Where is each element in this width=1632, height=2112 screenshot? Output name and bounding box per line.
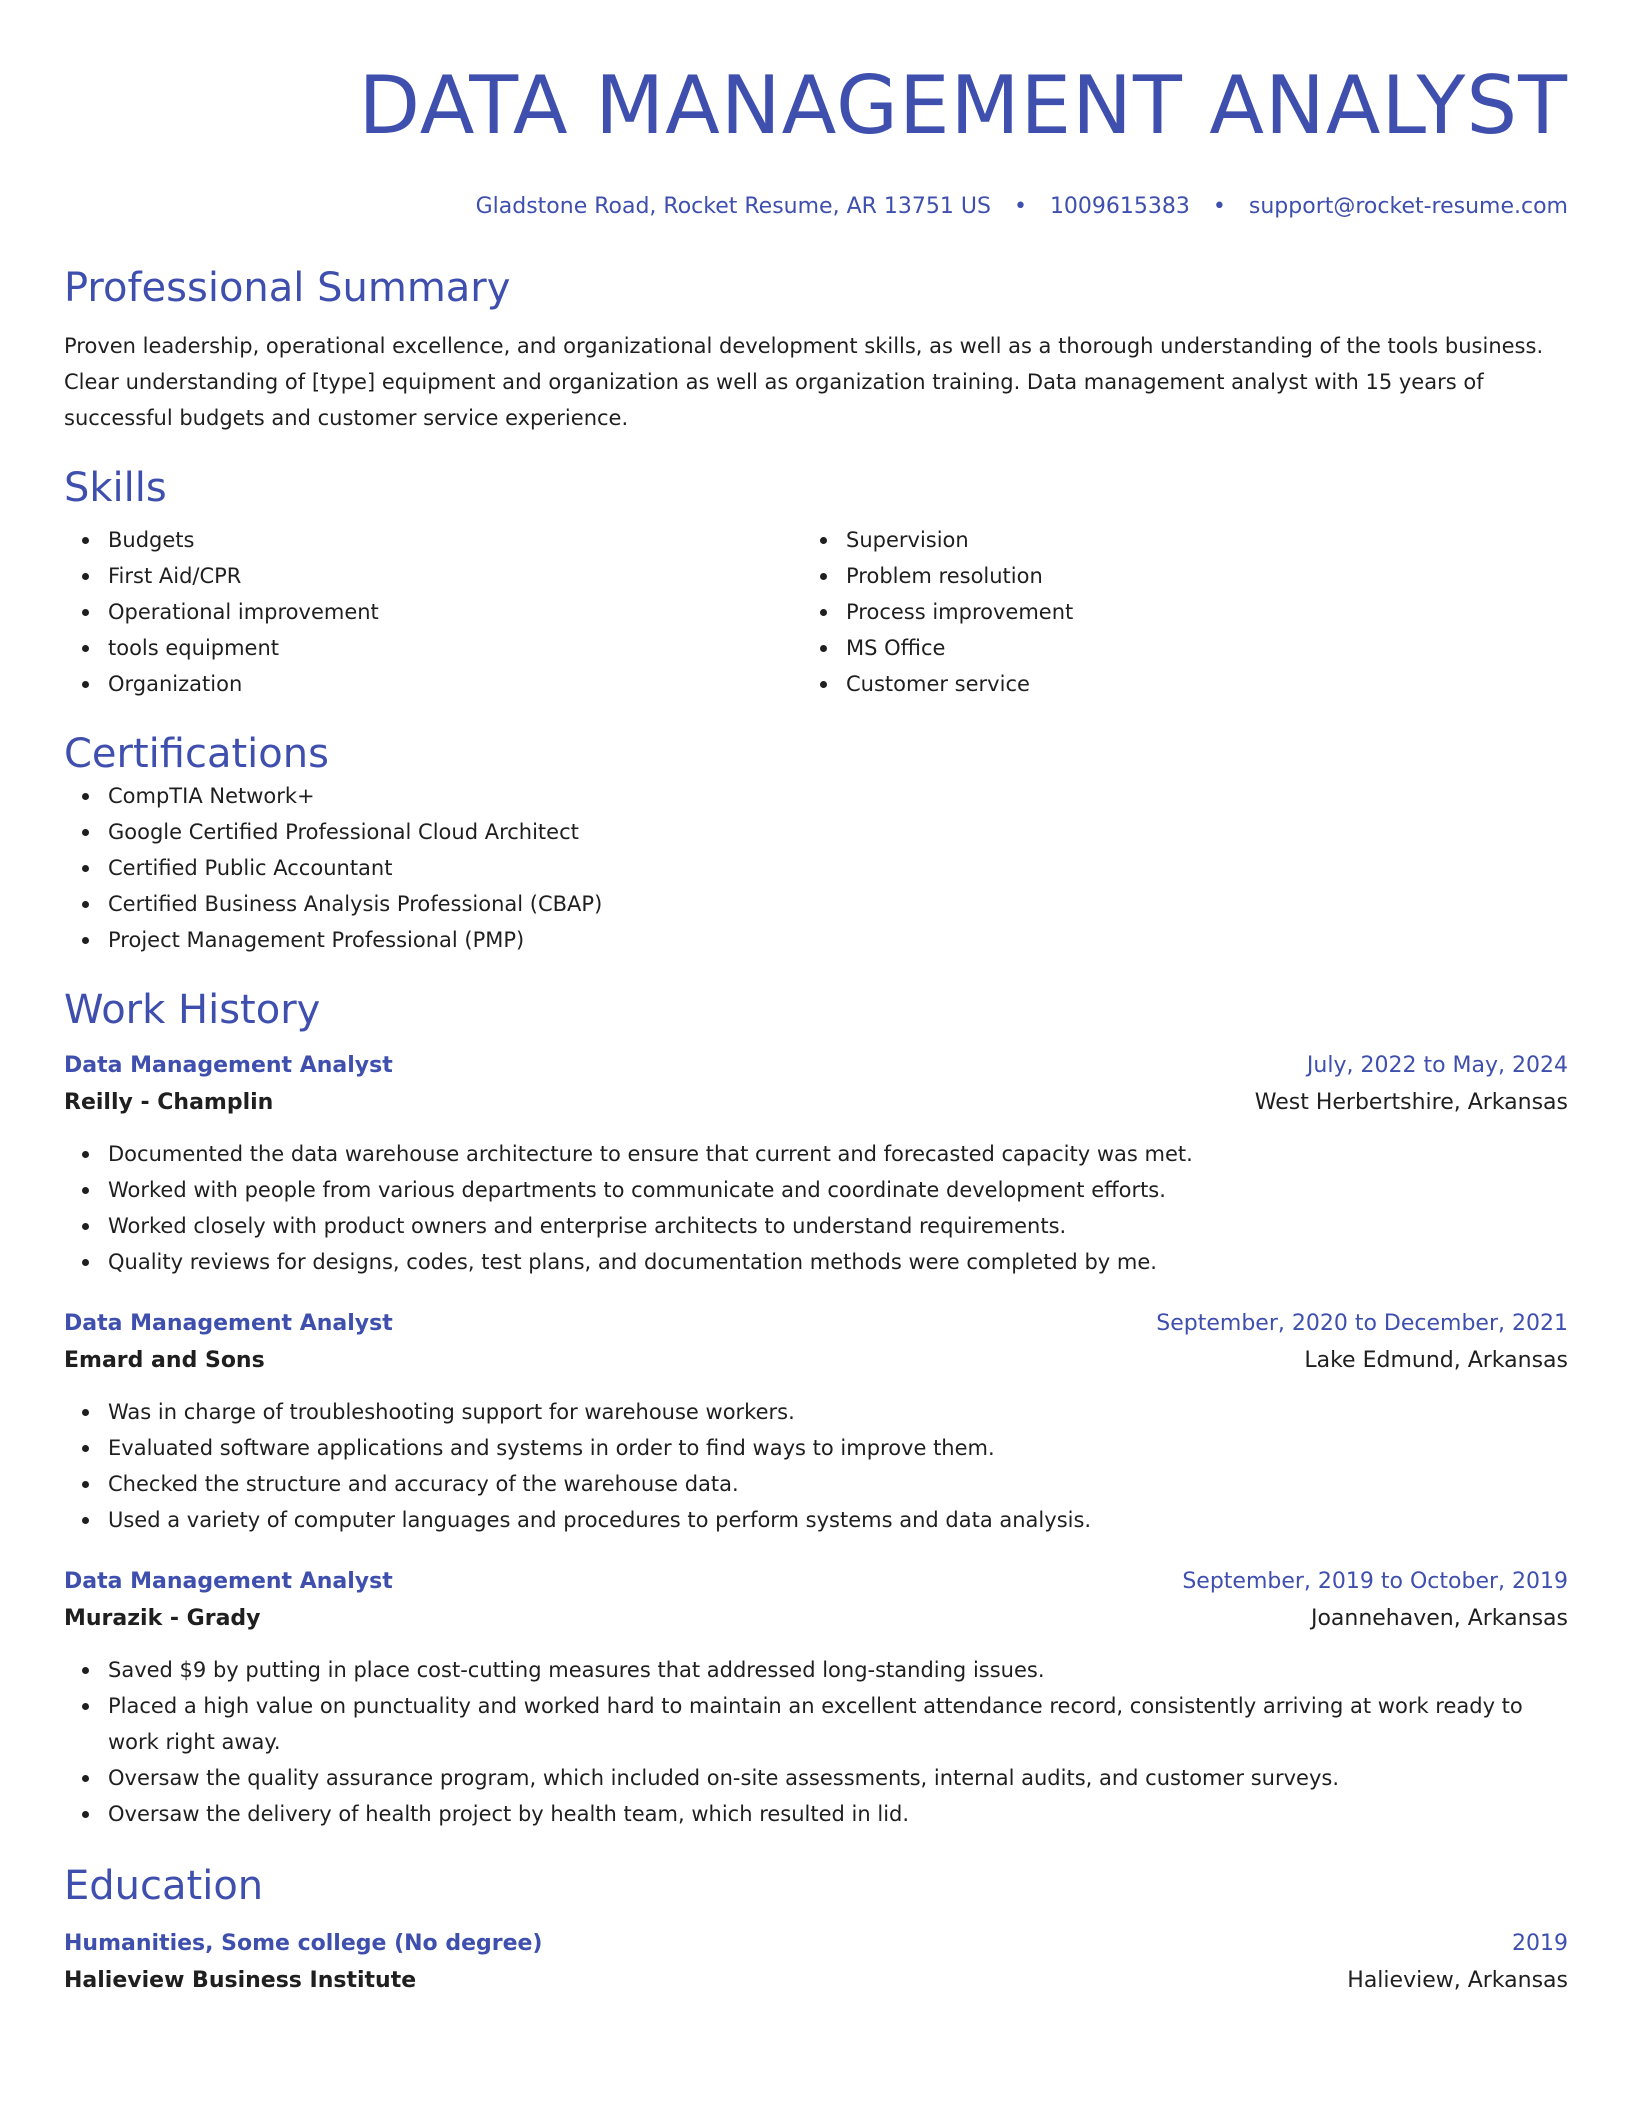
job-dates: September, 2020 to December, 2021: [1156, 1311, 1568, 1336]
certification-item: Project Management Professional (PMP): [108, 922, 1568, 958]
education-school: Halieview Business Institute: [64, 1968, 417, 1993]
skill-item: Organization: [108, 666, 802, 702]
contact-separator: •: [1212, 194, 1226, 219]
summary-section: [64, 264, 1568, 436]
skill-item: Problem resolution: [846, 558, 1540, 594]
candidate-title: DATA MANAGEMENT ANALYST: [358, 59, 1568, 152]
skill-item: MS Office: [846, 630, 1540, 666]
skill-item: Supervision: [846, 522, 1540, 558]
education-location: Halieview, Arkansas: [1347, 1968, 1568, 1993]
job-entry: [64, 1306, 1568, 1538]
job-duty-item: Was in charge of troubleshooting support for warehouse workers.: [108, 1394, 1568, 1430]
skills-column-left: [64, 522, 802, 702]
job-company: Murazik - Grady: [64, 1606, 261, 1631]
job-dates: July, 2022 to May, 2024: [1306, 1053, 1568, 1078]
skill-item: Customer service: [846, 666, 1540, 702]
skills-column-right: [802, 522, 1540, 702]
job-duty-item: Checked the structure and accuracy of the warehouse data.: [108, 1466, 1568, 1502]
job-duty-item: Evaluated software applications and systems in order to find ways to improve them.: [108, 1430, 1568, 1466]
job-location: Joannehaven, Arkansas: [1310, 1606, 1568, 1631]
job-duty-item: Used a variety of computer languages and procedures to perform systems and data analysis.: [108, 1502, 1568, 1538]
certification-item: Certified Public Accountant: [108, 850, 1568, 886]
certification-item: Google Certified Professional Cloud Architect: [108, 814, 1568, 850]
contact-separator: •: [1013, 194, 1027, 219]
education-degree: Humanities, Some college (No degree): [64, 1931, 543, 1956]
job-location: Lake Edmund, Arkansas: [1304, 1348, 1568, 1373]
skill-item: First Aid/CPR: [108, 558, 802, 594]
skill-item: Process improvement: [846, 594, 1540, 630]
job-company: Emard and Sons: [64, 1348, 265, 1373]
job-dates: September, 2019 to October, 2019: [1182, 1569, 1568, 1594]
job-duty-item: Worked with people from various departments to communicate and coordinate development efforts.: [108, 1172, 1568, 1208]
skills-section: [64, 464, 1568, 702]
work-history-section: [64, 986, 1568, 1832]
job-duty-item: Saved $9 by putting in place cost-cutting measures that addressed long-standing issues.: [108, 1652, 1568, 1688]
job-duty-item: Documented the data warehouse architecture to ensure that current and forecasted capacity was met.: [108, 1136, 1568, 1172]
job-duty-item: Oversaw the quality assurance program, which included on-site assessments, internal audits, and customer surveys.: [108, 1760, 1568, 1796]
job-title: Data Management Analyst: [64, 1053, 393, 1078]
certifications-heading: Certifications: [64, 731, 329, 777]
certifications-section: [64, 730, 1568, 958]
job-duty-item: Quality reviews for designs, codes, test plans, and documentation methods were completed by me.: [108, 1244, 1568, 1280]
skill-item: Budgets: [108, 522, 802, 558]
contact-line: [64, 192, 1568, 222]
skills-heading: Skills: [64, 465, 167, 511]
skill-item: tools equipment: [108, 630, 802, 666]
job-duty-item: Oversaw the delivery of health project by health team, which resulted in lid.: [108, 1796, 1568, 1832]
skill-item: Operational improvement: [108, 594, 802, 630]
education-year: 2019: [1512, 1931, 1568, 1956]
job-entry: [64, 1564, 1568, 1832]
job-duty-item: Placed a high value on punctuality and worked hard to maintain an excellent attendance record, consistently arriving at work ready to work right away.: [108, 1688, 1568, 1760]
summary-heading: Professional Summary: [64, 265, 511, 311]
job-duties: [64, 1136, 1568, 1280]
job-title: Data Management Analyst: [64, 1569, 393, 1594]
resume-header: [64, 56, 1568, 222]
education-section: [64, 1862, 1568, 2000]
education-heading: Education: [64, 1863, 264, 1909]
job-title: Data Management Analyst: [64, 1311, 393, 1336]
job-duties: [64, 1394, 1568, 1538]
contact-email: support@rocket-resume.com: [1248, 194, 1568, 219]
education-entry: [64, 1926, 1568, 2000]
job-duty-item: Worked closely with product owners and enterprise architects to understand requirements.: [108, 1208, 1568, 1244]
summary-text: Proven leadership, operational excellence, and organizational development skills, as well as a thorough understanding of the tools business. Clear understanding of [type] equipment and organization as well as organization training. Data management analyst with 15 years of successful budgets and customer service experience.: [64, 334, 1544, 430]
contact-phone: 1009615383: [1049, 194, 1190, 219]
certification-item: CompTIA Network+: [108, 778, 1568, 814]
job-location: West Herbertshire, Arkansas: [1254, 1090, 1568, 1115]
job-entry: [64, 1048, 1568, 1280]
job-company: Reilly - Champlin: [64, 1090, 274, 1115]
skills-grid: [64, 522, 1568, 702]
certification-item: Certified Business Analysis Professional (CBAP): [108, 886, 1568, 922]
job-duties: [64, 1652, 1568, 1832]
work-history-heading: Work History: [64, 987, 321, 1033]
certifications-list: [64, 778, 1568, 958]
contact-address: Gladstone Road, Rocket Resume, AR 13751 US: [475, 194, 991, 219]
